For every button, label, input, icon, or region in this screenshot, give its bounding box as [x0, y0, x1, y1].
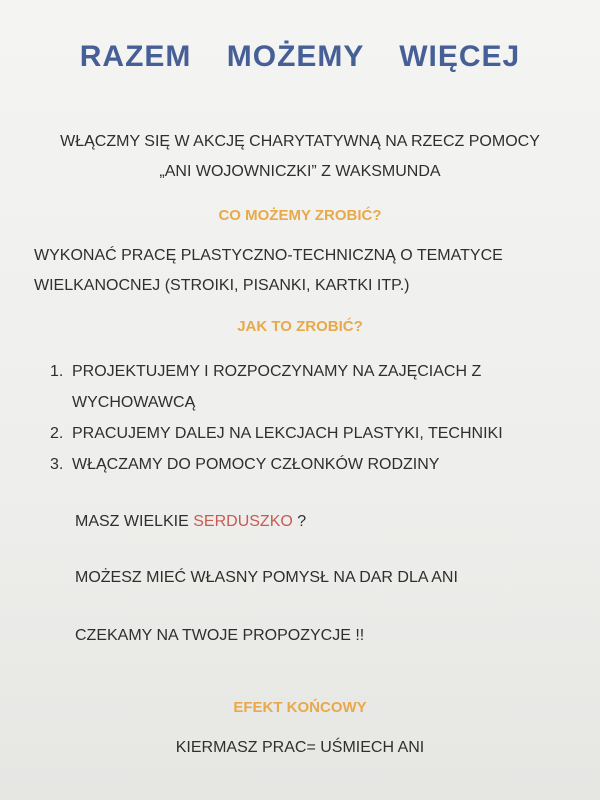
step-text: PRACUJEMY DALEJ NA LEKCJACH PLASTYKI, TECHNIKI	[72, 425, 503, 442]
step-text: PROJEKTUJEMY I ROZPOCZYNAMY NA ZAJĘCIACH Z	[72, 363, 482, 380]
step-text: WŁĄCZAMY DO POMOCY CZŁONKÓW RODZINY	[72, 456, 440, 473]
poster-title: RAZEM MOŻEMY WIĘCEJ	[79, 40, 521, 73]
section-heading-final: EFEKT KOŃCOWY	[233, 699, 367, 716]
list-item	[50, 356, 503, 387]
what-line-2: WIELKANOCNEJ (STROIKI, PISANKI, KARTKI ITP.)	[34, 277, 410, 294]
step-number: 2.	[50, 425, 64, 442]
what-line-1: WYKONAĆ PRACĘ PLASTYCZNO-TECHNICZNĄ O TEMATYCE	[34, 247, 503, 264]
step-number: 3.	[50, 456, 64, 473]
heart-question-start: MASZ WIELKIE	[75, 513, 194, 530]
intro-line-2: „ANI WOJOWNICZKI” Z WAKSMUNDA	[159, 163, 441, 180]
steps-list	[50, 356, 503, 480]
waiting-text: CZEKAMY NA TWOJE PROPOZYCJE !!	[75, 627, 365, 644]
section-heading-what: CO MOŻEMY ZROBIĆ?	[218, 207, 382, 224]
section-heading-how: JAK TO ZROBIĆ?	[237, 318, 363, 335]
heart-question	[75, 512, 306, 532]
list-item	[50, 418, 503, 449]
heart-question-end: ?	[292, 513, 307, 530]
intro-line-1: WŁĄCZMY SIĘ W AKCJĘ CHARYTATYWNĄ NA RZECZ POMOCY	[60, 133, 540, 150]
final-result-text: KIERMASZ PRAC= UŚMIECH ANI	[175, 739, 425, 756]
own-idea-text: MOŻESZ MIEĆ WŁASNY POMYSŁ NA DAR DLA ANI	[75, 569, 458, 586]
step-number: 1.	[50, 363, 64, 380]
heart-word: SERDUSZKO	[193, 513, 293, 530]
step-text-continuation: WYCHOWAWCĄ	[72, 394, 196, 411]
list-item	[50, 449, 503, 480]
list-item	[50, 387, 503, 418]
